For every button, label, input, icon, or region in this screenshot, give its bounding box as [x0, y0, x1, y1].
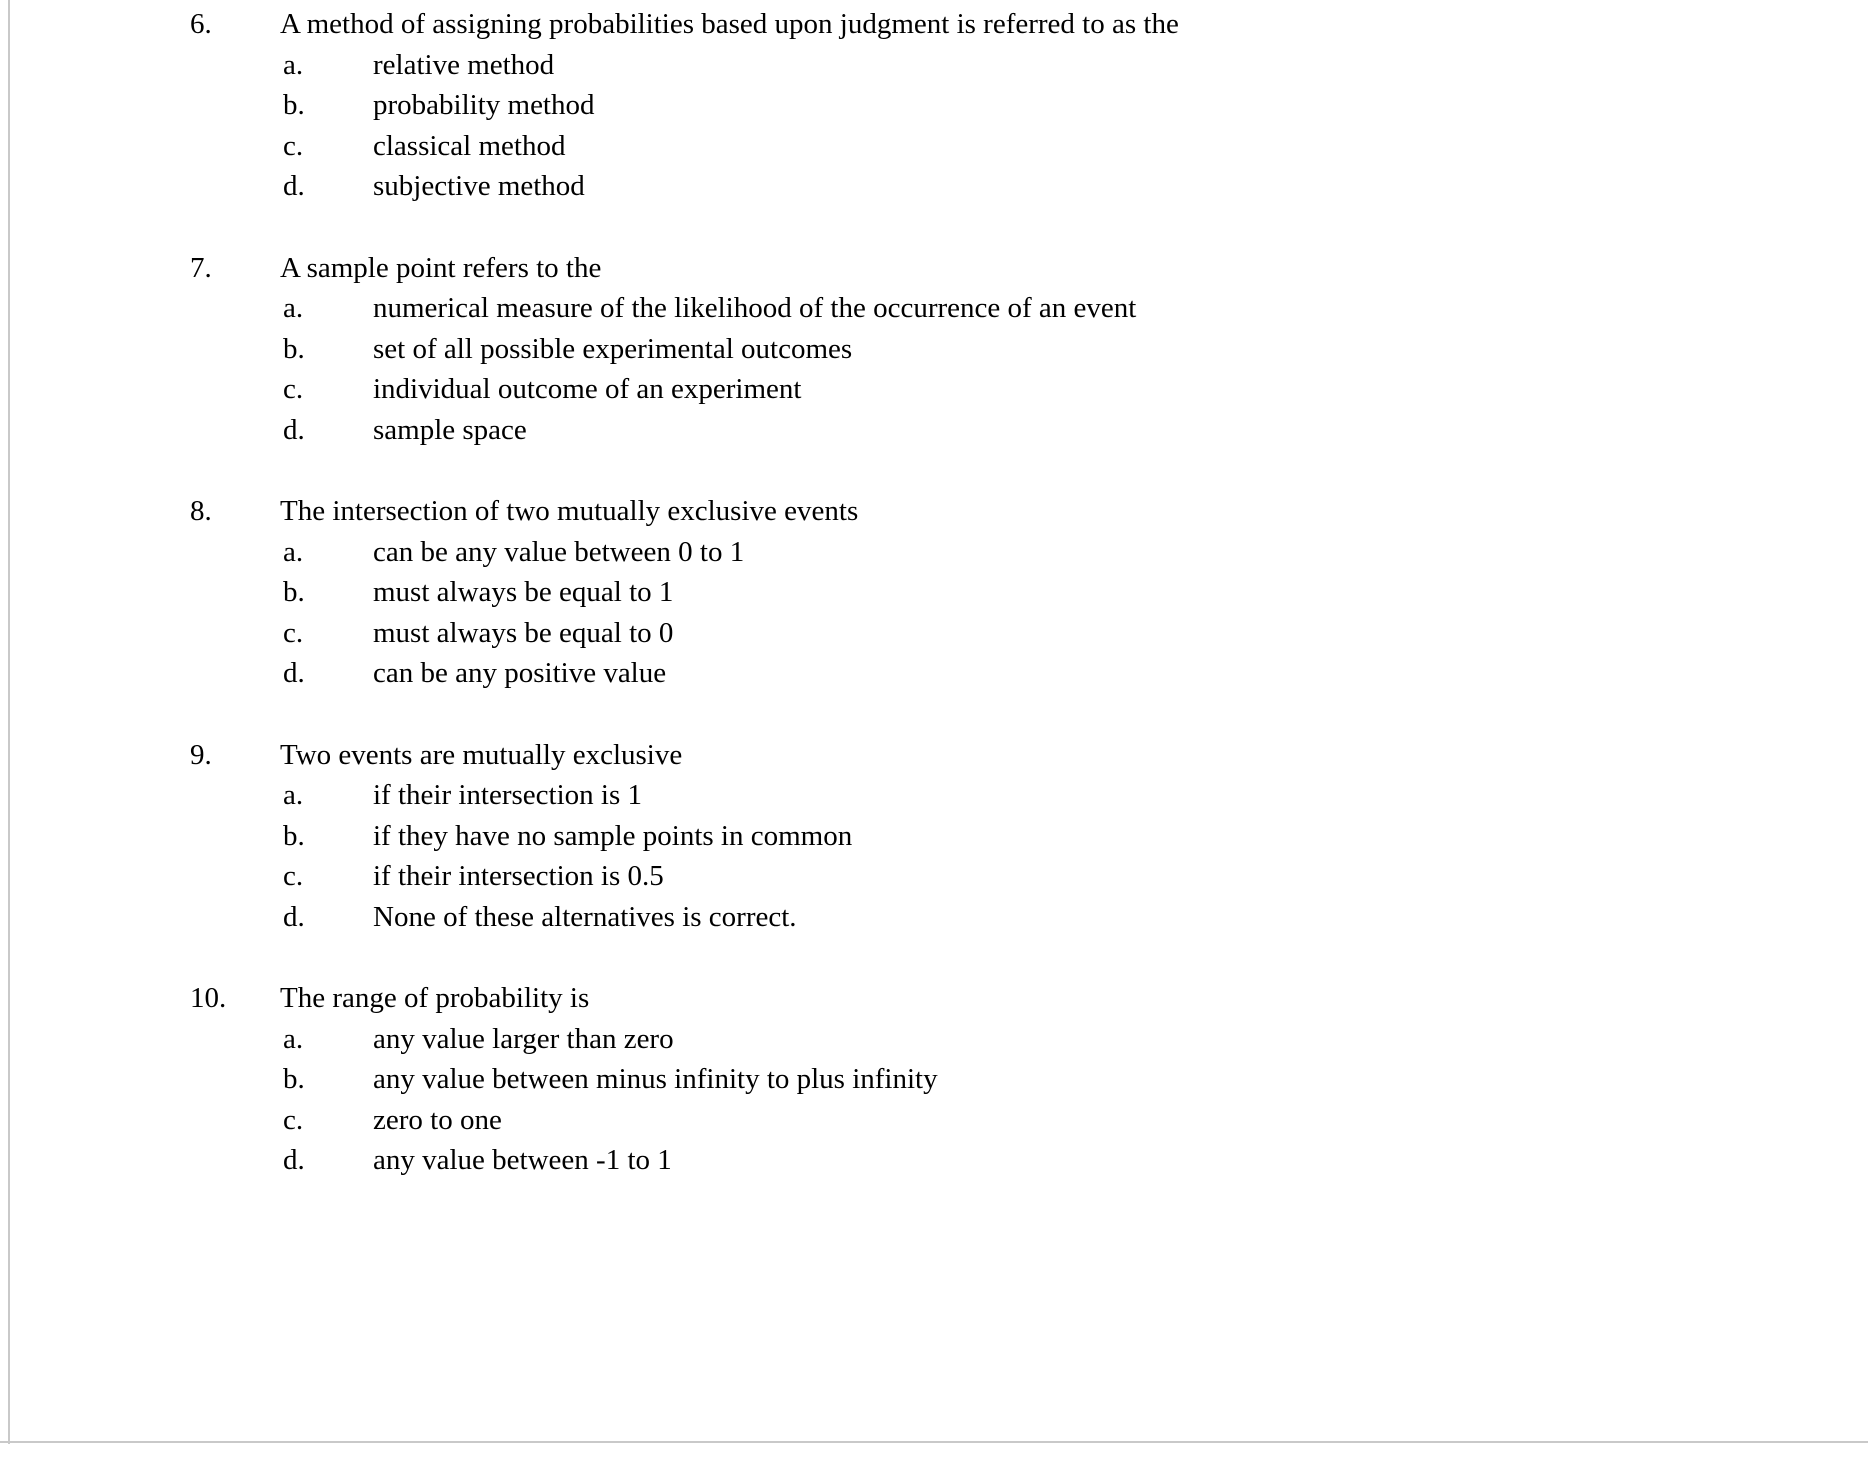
question-options	[190, 45, 1828, 207]
option-letter: a.	[283, 535, 304, 568]
option-c	[283, 613, 1828, 654]
option-text: relative method	[373, 48, 555, 81]
option-text: if they have no sample points in common	[373, 819, 853, 852]
option-letter: a.	[283, 292, 304, 324]
option-c	[283, 126, 1828, 167]
option-b	[283, 85, 1828, 126]
option-text: if their intersection is 0.5	[373, 860, 664, 892]
page-edge-bottom	[0, 1441, 1868, 1443]
option-letter: d.	[283, 657, 305, 689]
question-row	[190, 4, 1828, 45]
option-text: set of all possible experimental outcomes	[373, 332, 853, 365]
page-edge-left	[8, 0, 10, 1444]
option-b	[283, 329, 1828, 370]
option-text: numerical measure of the likelihood of the occurrence of an event	[373, 292, 1137, 324]
question-number: 7.	[190, 251, 212, 284]
option-a	[283, 45, 1828, 86]
question-9	[190, 735, 1828, 938]
option-c	[283, 856, 1828, 897]
question-number: 9.	[190, 738, 212, 771]
option-a	[283, 532, 1828, 573]
question-number: 10.	[190, 982, 227, 1014]
option-text: must always be equal to 1	[373, 576, 674, 608]
options-list	[280, 288, 1828, 450]
option-d	[283, 653, 1828, 694]
question-text: The range of probability is	[280, 982, 590, 1014]
option-letter: a.	[283, 779, 304, 811]
question-text: A method of assigning probabilities based upon judgment is referred to as the	[280, 8, 1179, 40]
option-text: must always be equal to 0	[373, 616, 674, 649]
option-text: probability method	[373, 89, 595, 121]
options-list	[280, 775, 1828, 937]
option-letter: d.	[283, 900, 305, 933]
option-text: any value between -1 to 1	[373, 1144, 672, 1176]
option-text: can be any value between 0 to 1	[373, 535, 745, 568]
option-letter: b.	[283, 332, 305, 365]
question-row	[190, 735, 1828, 776]
option-letter: a.	[283, 48, 304, 81]
option-d	[283, 1140, 1828, 1181]
options-list	[280, 45, 1828, 207]
option-letter: c.	[283, 1103, 304, 1136]
question-number: 8.	[190, 495, 212, 527]
options-list	[280, 1019, 1828, 1181]
option-letter: d.	[283, 413, 305, 446]
question-text: Two events are mutually exclusive	[280, 738, 683, 771]
option-letter: c.	[283, 373, 304, 405]
question-options	[190, 775, 1828, 937]
question-number: 6.	[190, 8, 212, 40]
option-letter: d.	[283, 1144, 305, 1176]
option-d	[283, 166, 1828, 207]
option-letter: d.	[283, 170, 305, 202]
option-a	[283, 1019, 1828, 1060]
option-text: classical method	[373, 129, 566, 162]
option-letter: c.	[283, 129, 304, 162]
question-7	[190, 248, 1828, 451]
question-row	[190, 491, 1828, 532]
option-text: zero to one	[373, 1103, 502, 1136]
option-text: can be any positive value	[373, 657, 667, 689]
question-options	[190, 1019, 1828, 1181]
option-text: subjective method	[373, 170, 585, 202]
option-text: any value larger than zero	[373, 1022, 674, 1055]
option-letter: b.	[283, 1063, 305, 1095]
option-d	[283, 410, 1828, 451]
option-text: None of these alternatives is correct.	[373, 900, 797, 933]
option-c	[283, 369, 1828, 410]
option-a	[283, 288, 1828, 329]
option-letter: a.	[283, 1022, 304, 1055]
option-letter: b.	[283, 819, 305, 852]
option-text: if their intersection is 1	[373, 779, 642, 811]
option-b	[283, 572, 1828, 613]
option-c	[283, 1100, 1828, 1141]
options-list	[280, 532, 1828, 694]
question-text: The intersection of two mutually exclusive events	[280, 495, 859, 527]
option-text: any value between minus infinity to plus infinity	[373, 1063, 938, 1095]
question-row	[190, 248, 1828, 289]
question-row	[190, 978, 1828, 1019]
option-b	[283, 816, 1828, 857]
question-10	[190, 978, 1828, 1181]
question-6	[190, 4, 1828, 207]
option-b	[283, 1059, 1828, 1100]
question-options	[190, 532, 1828, 694]
question-8	[190, 491, 1828, 694]
question-text: A sample point refers to the	[280, 251, 602, 284]
option-letter: c.	[283, 860, 304, 892]
option-text: sample space	[373, 413, 527, 446]
option-letter: b.	[283, 89, 305, 121]
option-letter: b.	[283, 576, 305, 608]
option-text: individual outcome of an experiment	[373, 373, 802, 405]
option-d	[283, 897, 1828, 938]
option-a	[283, 775, 1828, 816]
question-options	[190, 288, 1828, 450]
option-letter: c.	[283, 616, 304, 649]
